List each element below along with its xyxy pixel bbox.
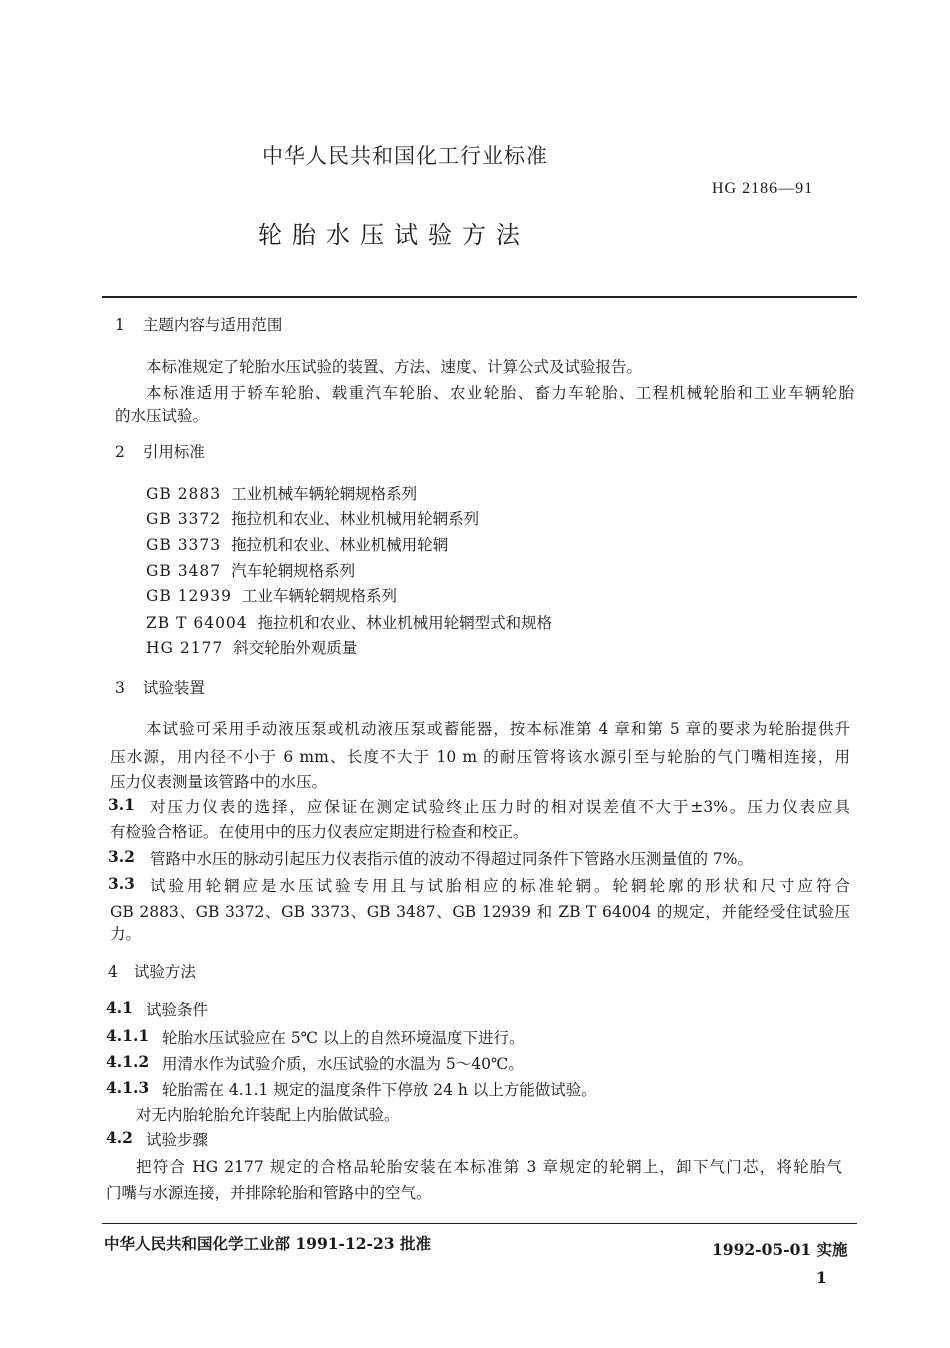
section-number: 4 — [108, 963, 118, 981]
issuing-body: 中华人民共和国化工行业标准 — [262, 144, 548, 168]
section-1-heading — [115, 313, 282, 335]
clause-text: 力。 — [110, 925, 142, 943]
reference-item — [146, 611, 552, 633]
section-number: 2 — [115, 443, 125, 461]
clause-number: 4.2 — [106, 1128, 133, 1147]
paragraph: 把符合 HG 2177 规定的合格品轮胎安装在本标准第 3 章规定的轮辋上，卸下气门芯，将轮胎气 — [136, 1158, 842, 1176]
section-2-heading — [115, 440, 205, 462]
reference-name: 拖拉机和农业、林业机械用轮辋系列 — [231, 510, 480, 528]
page-number: 1 — [816, 1268, 827, 1287]
effective-date: 1992-05-01 实施 — [712, 1240, 848, 1259]
paragraph: 本标准规定了轮胎水压试验的装置、方法、速度、计算公式及试验报告。 — [146, 358, 643, 376]
reference-name: 斜交轮胎外观质量 — [233, 639, 358, 657]
section-title: 试验方法 — [133, 963, 196, 981]
clause-number: 4.1.1 — [106, 1026, 150, 1045]
clause-text: 试验步骤 — [146, 1131, 209, 1149]
clause-text: 对压力仪表的选择，应保证在测定试验终止压力时的相对误差值不大于±3%。压力仪表应具 — [150, 798, 850, 816]
section-number: 3 — [115, 679, 125, 697]
paragraph: 本标准适用于轿车轮胎、载重汽车轮胎、农业轮胎、畜力车轮胎、工程机械轮胎和工业车辆轮胎 — [146, 384, 854, 402]
clause-text: 有检验合格证。在使用中的压力仪表应定期进行检查和校正。 — [110, 823, 529, 841]
clause-number: 4.1 — [106, 998, 133, 1017]
reference-code: GB 3372 — [146, 510, 222, 528]
standard-code: HG 2186—91 — [712, 180, 814, 197]
approval-line: 中华人民共和国化学工业部 1991-12-23 批准 — [104, 1234, 431, 1253]
header-rule — [102, 296, 857, 298]
reference-item — [146, 482, 417, 504]
reference-item — [146, 559, 355, 581]
reference-name: 拖拉机和农业、林业机械用轮辋 — [231, 536, 449, 554]
reference-item — [146, 533, 448, 555]
reference-code: GB 12939 — [146, 587, 233, 605]
clause-number: 4.1.3 — [106, 1078, 150, 1097]
clause-text: 管路中水压的脉动引起压力仪表指示值的波动不得超过同条件下管路水压测量值的 7%。 — [150, 850, 754, 868]
reference-code: GB 3373 — [146, 536, 222, 554]
reference-code: HG 2177 — [146, 639, 224, 657]
clause-text: 轮胎需在 4.1.1 规定的温度条件下停放 24 h 以上方能做试验。 — [162, 1081, 597, 1099]
clause-text: 轮胎水压试验应在 5℃ 以上的自然环境温度下进行。 — [162, 1029, 525, 1047]
clause-text: 试验条件 — [146, 1001, 209, 1019]
paragraph: 本试验可采用手动液压泵或机动液压泵或蓄能器，按本标准第 4 章和第 5 章的要求为轮胎提供升 — [146, 720, 850, 738]
reference-name: 拖拉机和农业、林业机械用轮辋型式和规格 — [257, 614, 553, 632]
reference-name: 工业机械车辆轮辋规格系列 — [231, 485, 418, 503]
reference-item — [146, 584, 397, 606]
reference-code: GB 3487 — [146, 562, 222, 580]
reference-code: ZB T 64004 — [146, 614, 248, 632]
reference-item — [146, 507, 479, 529]
footer-rule — [102, 1223, 857, 1224]
paragraph: 门嘴与水源连接，并排除轮胎和管路中的空气。 — [106, 1184, 432, 1202]
paragraph-cont: 的水压试验。 — [115, 407, 209, 425]
section-title: 引用标准 — [142, 443, 205, 461]
clause-text: 用清水作为试验介质，水压试验的水温为 5～40℃。 — [162, 1055, 524, 1073]
clause-text: 对无内胎轮胎允许装配上内胎做试验。 — [136, 1106, 400, 1124]
clause-number: 3.1 — [108, 795, 135, 814]
reference-name: 工业车辆轮辋规格系列 — [242, 587, 398, 605]
paragraph: 压水源，用内径不小于 6 mm、长度不大于 10 m 的耐压管将该水源引至与轮胎的气门嘴相连接，用 — [110, 748, 850, 766]
clause-text: 试验用轮辋应是水压试验专用且与试胎相应的标准轮辋。轮辋轮廓的形状和尺寸应符合 — [150, 877, 850, 895]
clause-number: 3.3 — [108, 874, 135, 893]
section-4-heading — [108, 960, 196, 982]
clause-text: GB 2883、GB 3372、GB 3373、GB 3487、GB 12939 和 ZB T 64004 的规定，并能经受住试验压 — [110, 903, 850, 921]
document-title: 轮胎水压试验方法 — [258, 221, 530, 249]
clause-number: 4.1.2 — [106, 1052, 150, 1071]
paragraph: 压力仪表测量该管路中的水压。 — [110, 773, 328, 791]
section-number: 1 — [115, 316, 125, 334]
clause-number: 3.2 — [108, 847, 135, 866]
reference-item — [146, 636, 357, 658]
section-title: 主题内容与适用范围 — [142, 316, 283, 334]
reference-code: GB 2883 — [146, 485, 222, 503]
section-title: 试验装置 — [142, 679, 205, 697]
section-3-heading — [115, 676, 205, 698]
reference-name: 汽车轮辋规格系列 — [231, 562, 356, 580]
